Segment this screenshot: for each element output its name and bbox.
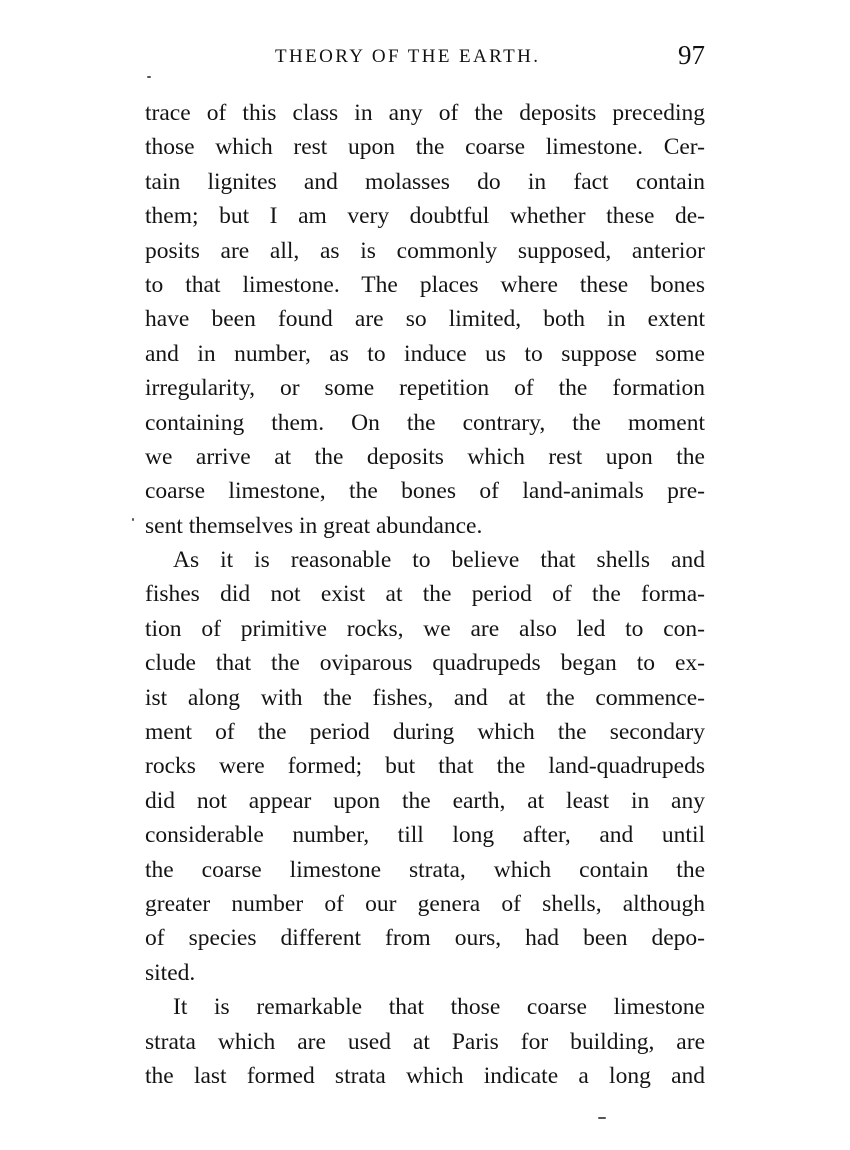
text-line: did not appear upon the earth, at least in any	[145, 787, 705, 814]
paragraph-start-line: As it is reasonable to believe that shells and	[173, 547, 705, 574]
text-line: ist along with the fishes, and at the commence-	[145, 684, 705, 711]
page-number: 97	[678, 40, 705, 70]
text-line: strata which are used at Paris for building, are	[145, 1028, 705, 1055]
running-title: THEORY OF THE EARTH.	[275, 46, 541, 67]
text-line: tion of primitive rocks, we are also led to con-	[145, 615, 705, 642]
page-header	[145, 42, 705, 78]
text-line: to that limestone. The places where these bones	[145, 271, 705, 298]
text-line: have been found are so limited, both in extent	[145, 306, 705, 333]
print-speck	[147, 76, 151, 78]
text-line: greater number of our genera of shells, although	[145, 890, 705, 917]
paragraph-end-line: sent themselves in great abundance.	[145, 512, 483, 539]
text-line: fishes did not exist at the period of the forma-	[145, 581, 705, 608]
text-line: the last formed strata which indicate a long and	[145, 1062, 705, 1089]
print-speck	[598, 1117, 606, 1119]
text-line: and in number, as to induce us to suppose some	[145, 340, 705, 367]
text-line: ment of the period during which the secondary	[145, 719, 705, 746]
paragraph-start-line: It is remarkable that those coarse limestone	[173, 994, 705, 1021]
text-line: considerable number, till long after, and until	[145, 822, 705, 849]
text-line: clude that the oviparous quadrupeds began to ex-	[145, 650, 705, 677]
paragraph-end-line: sited.	[145, 959, 196, 986]
text-line: them; but I am very doubtful whether these de-	[145, 203, 705, 230]
text-line: tain lignites and molasses do in fact contain	[145, 168, 705, 195]
text-line: the coarse limestone strata, which contain the	[145, 856, 705, 883]
print-speck	[132, 518, 134, 521]
body-text	[145, 96, 705, 1093]
text-line: rocks were formed; but that the land-quadrupeds	[145, 753, 705, 780]
text-line: irregularity, or some repetition of the formation	[145, 375, 705, 402]
text-line: trace of this class in any of the deposits preceding	[145, 100, 705, 126]
text-line: we arrive at the deposits which rest upon the	[145, 443, 705, 470]
text-line: those which rest upon the coarse limestone. Cer-	[145, 134, 705, 161]
text-line: of species different from ours, had been depo-	[145, 925, 705, 952]
text-line: posits are all, as is commonly supposed, anterior	[145, 237, 705, 264]
text-line: containing them. On the contrary, the moment	[145, 409, 705, 436]
text-line: coarse limestone, the bones of land-animals pre-	[145, 478, 705, 505]
